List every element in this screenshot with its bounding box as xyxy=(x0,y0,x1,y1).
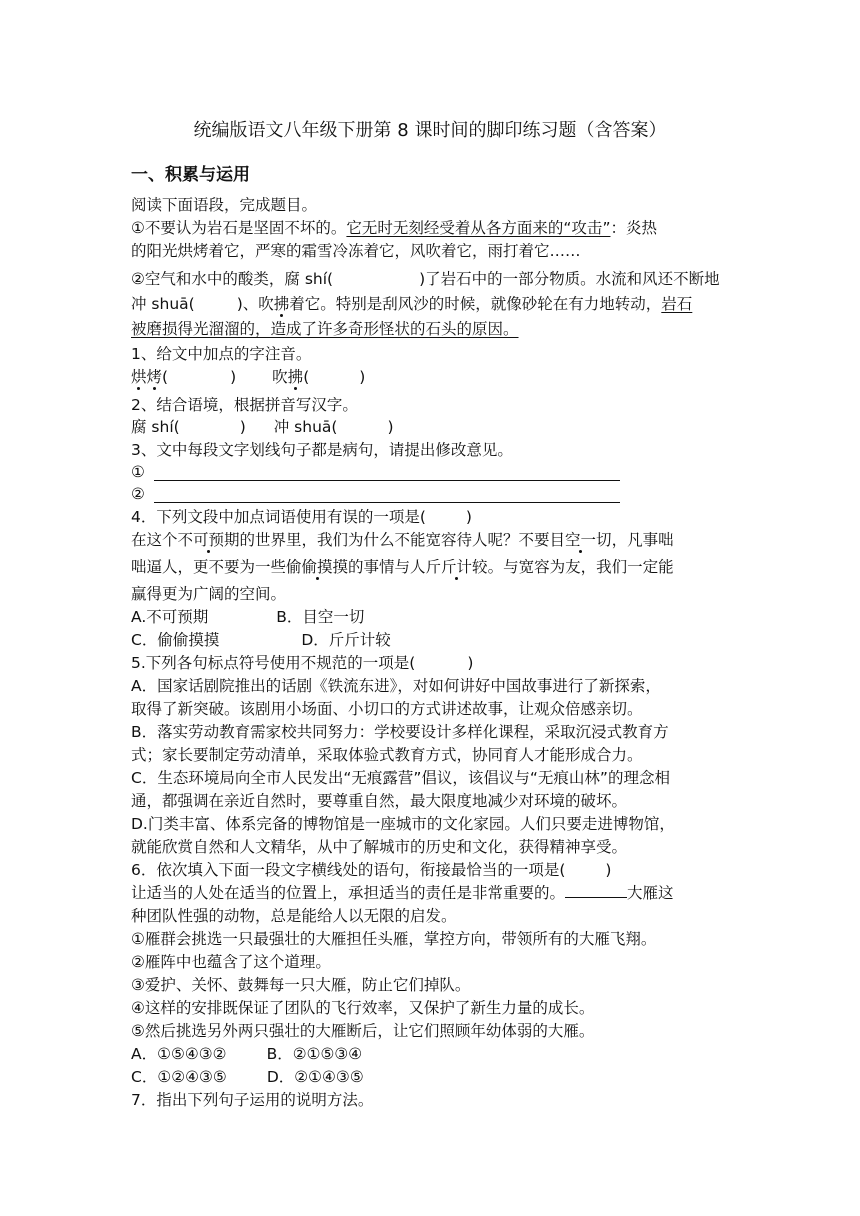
q1-char: 吹 xyxy=(272,368,288,386)
q1-paren: ( xyxy=(303,368,310,386)
passage-p1-line2 xyxy=(131,240,581,262)
q6-sentence-5: ⑤然后挑选另外两只强壮的大雁断后，让它们照顾年幼体弱的大雁。 xyxy=(131,1022,595,1040)
q6-paren: ) xyxy=(605,861,612,879)
q4-option-c[interactable]: C．偷偷摸摸 xyxy=(131,631,220,649)
q4-dotted-phrase: 不可预期 xyxy=(177,531,240,549)
q6-fill-blank[interactable] xyxy=(565,883,627,898)
p1-text-cont: 着它，严寒的霜雪冷冻着它，风吹着它，雨打着它…… xyxy=(208,242,581,260)
q2-item: 腐 shí( xyxy=(131,418,180,436)
p1-dotted-word: 烘烤 xyxy=(177,242,209,260)
q4-text: 的世界里，我们为什么不能宽容待人呢？不要 xyxy=(239,531,550,549)
p2-underlined-sentence: 被磨损得光溜溜的，造成了许多奇形怪状的石头的原因。 xyxy=(131,320,519,338)
q4-text: 。与宽容为友，我们一定能 xyxy=(487,558,674,576)
question-3-marker-1: ① xyxy=(131,463,145,481)
q2-item: 冲 shuā( xyxy=(273,418,338,436)
question-6-passage-line1 xyxy=(131,882,674,904)
p2-text-cont: )了岩石中的一部分物质。水流和风还不断地 xyxy=(419,270,720,288)
question-2-answers xyxy=(131,416,394,438)
question-3-marker-2: ② xyxy=(131,485,145,503)
q1-dotted-char: 拂 xyxy=(287,368,304,386)
question-6-options-row1 xyxy=(131,1043,362,1065)
document-title: 统编版语文八年级下册第 8 课时间的脚印练习题（含答案） xyxy=(193,120,667,141)
q5-option-d-line1[interactable]: D.门类丰富、体系完备的博物馆是一座城市的文化家园。人们只要走进博物馆， xyxy=(131,815,675,833)
question-4-passage-line3: 赢得更为广阔的空间。 xyxy=(131,585,287,603)
answer-line-2[interactable] xyxy=(154,502,620,503)
q4-option-d[interactable]: D．斤斤计较 xyxy=(301,631,391,649)
answer-line-1[interactable] xyxy=(154,480,620,481)
q5-option-c-line1[interactable]: C．生态环境局向全市人民发出“无痕露营”倡议，该倡议与“无痕山林”的理念相 xyxy=(131,769,670,787)
question-2-stem: 2、结合语境，根据拼音写汉字。 xyxy=(131,396,358,414)
q1-paren: ) xyxy=(359,368,366,386)
question-5-stem xyxy=(131,652,473,674)
q1-dotted-char: 烤 xyxy=(146,368,163,386)
q1-paren: ) xyxy=(230,368,237,386)
section-heading: 一、积累与运用 xyxy=(131,165,250,185)
question-6-passage-line2: 种团队性强的动物，总是能给人以无限的启发。 xyxy=(131,907,457,925)
p2-text: 冲 shuā( xyxy=(131,295,195,313)
q6-sentence-3: ③爱护、关怀、鼓舞每一只大雁，防止它们掉队。 xyxy=(131,976,471,994)
q5-stem-text: 5.下列各句标点符号使用不规范的一项是( xyxy=(131,654,416,672)
q5-option-c-line2: 通，都强调在亲近自然时，要尊重自然，最大限度地减少对环境的破坏。 xyxy=(131,792,628,810)
q6-option-d[interactable]: D．②①④③⑤ xyxy=(266,1068,364,1086)
p2-dotted-char: 拂 xyxy=(273,295,290,313)
q4-option-b[interactable]: B．目空一切 xyxy=(276,608,365,626)
passage-p2-line1 xyxy=(131,268,720,290)
q6-sentence-4: ④这样的安排既保证了团队的飞行效率，又保护了新生力量的成长。 xyxy=(131,999,595,1017)
question-6-options-row2 xyxy=(131,1066,364,1088)
q1-dotted-char: 烘 xyxy=(131,368,147,386)
question-1-answers xyxy=(131,366,365,388)
question-4-passage-line1 xyxy=(131,529,674,551)
q2-paren: ) xyxy=(239,418,246,436)
reading-intro: 阅读下面语段，完成题目。 xyxy=(131,196,318,214)
q2-paren: ) xyxy=(387,418,394,436)
q5-option-d-line2: 就能欣赏自然和人文精华，从中了解城市的历史和文化，获得精神享受。 xyxy=(131,838,628,856)
p1-text-cont: ：炎热 xyxy=(610,219,657,237)
q5-option-b-line1[interactable]: B．落实劳动教育需家校共同努力：学校要设计多样化课程，采取沉浸式教育方 xyxy=(131,723,669,741)
p2-text: 着它。特别是刮风沙的时候，就像砂轮在有力地转动， xyxy=(289,295,662,313)
p2-underlined-start: 岩石 xyxy=(661,295,693,313)
question-3-stem: 3、文中每段文字划线句子都是病句，请提出修改意见。 xyxy=(131,441,513,459)
question-1-stem: 1、给文中加点的字注音。 xyxy=(131,345,312,363)
q4-paren: ) xyxy=(465,508,472,526)
q6-sentence-2: ②雁阵中也蕴含了这个道理。 xyxy=(131,953,331,971)
question-6-stem xyxy=(131,859,611,881)
q6-stem-text: 6．依次填入下面一段文字横线处的语句，衔接最恰当的一项是( xyxy=(131,861,566,879)
p1-underlined-sentence: 它无时无刻经受着从各方面来的“攻击” xyxy=(346,219,611,237)
q5-option-a-line1[interactable]: A．国家话剧院推出的话剧《铁流东进》，对如何讲好中国故事进行了新探索， xyxy=(131,677,661,695)
q1-paren: ( xyxy=(162,368,169,386)
question-4-stem xyxy=(131,506,472,528)
p2-text: ②空气和水中的酸类，腐 shí( xyxy=(131,270,334,288)
q6-option-c[interactable]: C．①②④③⑤ xyxy=(131,1068,227,1086)
question-4-passage-line2 xyxy=(131,556,674,578)
q4-option-a[interactable]: A.不可预期 xyxy=(131,608,209,626)
q6-sentence-1: ①雁群会挑选一只最强壮的大雁担任头雁，掌控方向，带领所有的大雁飞翔。 xyxy=(131,930,657,948)
q4-text: 咄逼人，更不要为一些 xyxy=(131,558,287,576)
q4-text: ，凡事咄 xyxy=(611,531,674,549)
q6-text: 大雁这 xyxy=(627,884,674,902)
p1-text: 的阳光 xyxy=(131,242,178,260)
passage-p1-line1 xyxy=(131,217,657,239)
question-7-stem: 7．指出下列句子运用的说明方法。 xyxy=(131,1091,374,1109)
p2-text: )、吹 xyxy=(236,295,274,313)
q4-dotted-phrase: 斤斤计较 xyxy=(425,558,488,576)
q6-option-b[interactable]: B．②①⑤③④ xyxy=(266,1045,363,1063)
question-4-options-row1 xyxy=(131,606,364,628)
q5-paren: ) xyxy=(467,654,474,672)
question-4-options-row2 xyxy=(131,629,391,651)
passage-p2-line3 xyxy=(131,318,519,340)
q4-dotted-phrase: 偷偷摸摸 xyxy=(286,558,349,576)
q5-option-b-line2: 式；家长要制定劳动清单，采取体验式教育方式，协同育人才能形成合力。 xyxy=(131,746,643,764)
q4-dotted-phrase: 目空一切 xyxy=(549,531,612,549)
q4-stem-text: 4．下列文段中加点词语使用有误的一项是( xyxy=(131,508,426,526)
q6-text: 让适当的人处在适当的位置上，承担适当的责任是非常重要的。 xyxy=(131,884,566,902)
q5-option-a-line2: 取得了新突破。该剧用小场面、小切口的方式讲述故事，让观众倍感亲切。 xyxy=(131,700,643,718)
q4-text: 在这个 xyxy=(131,531,178,549)
passage-p2-line2 xyxy=(131,293,692,315)
q6-option-a[interactable]: A．①⑤④③② xyxy=(131,1045,227,1063)
q4-text: 的事情与人 xyxy=(348,558,426,576)
p1-text: ①不要认为岩石是坚固不坏的。 xyxy=(131,219,347,237)
